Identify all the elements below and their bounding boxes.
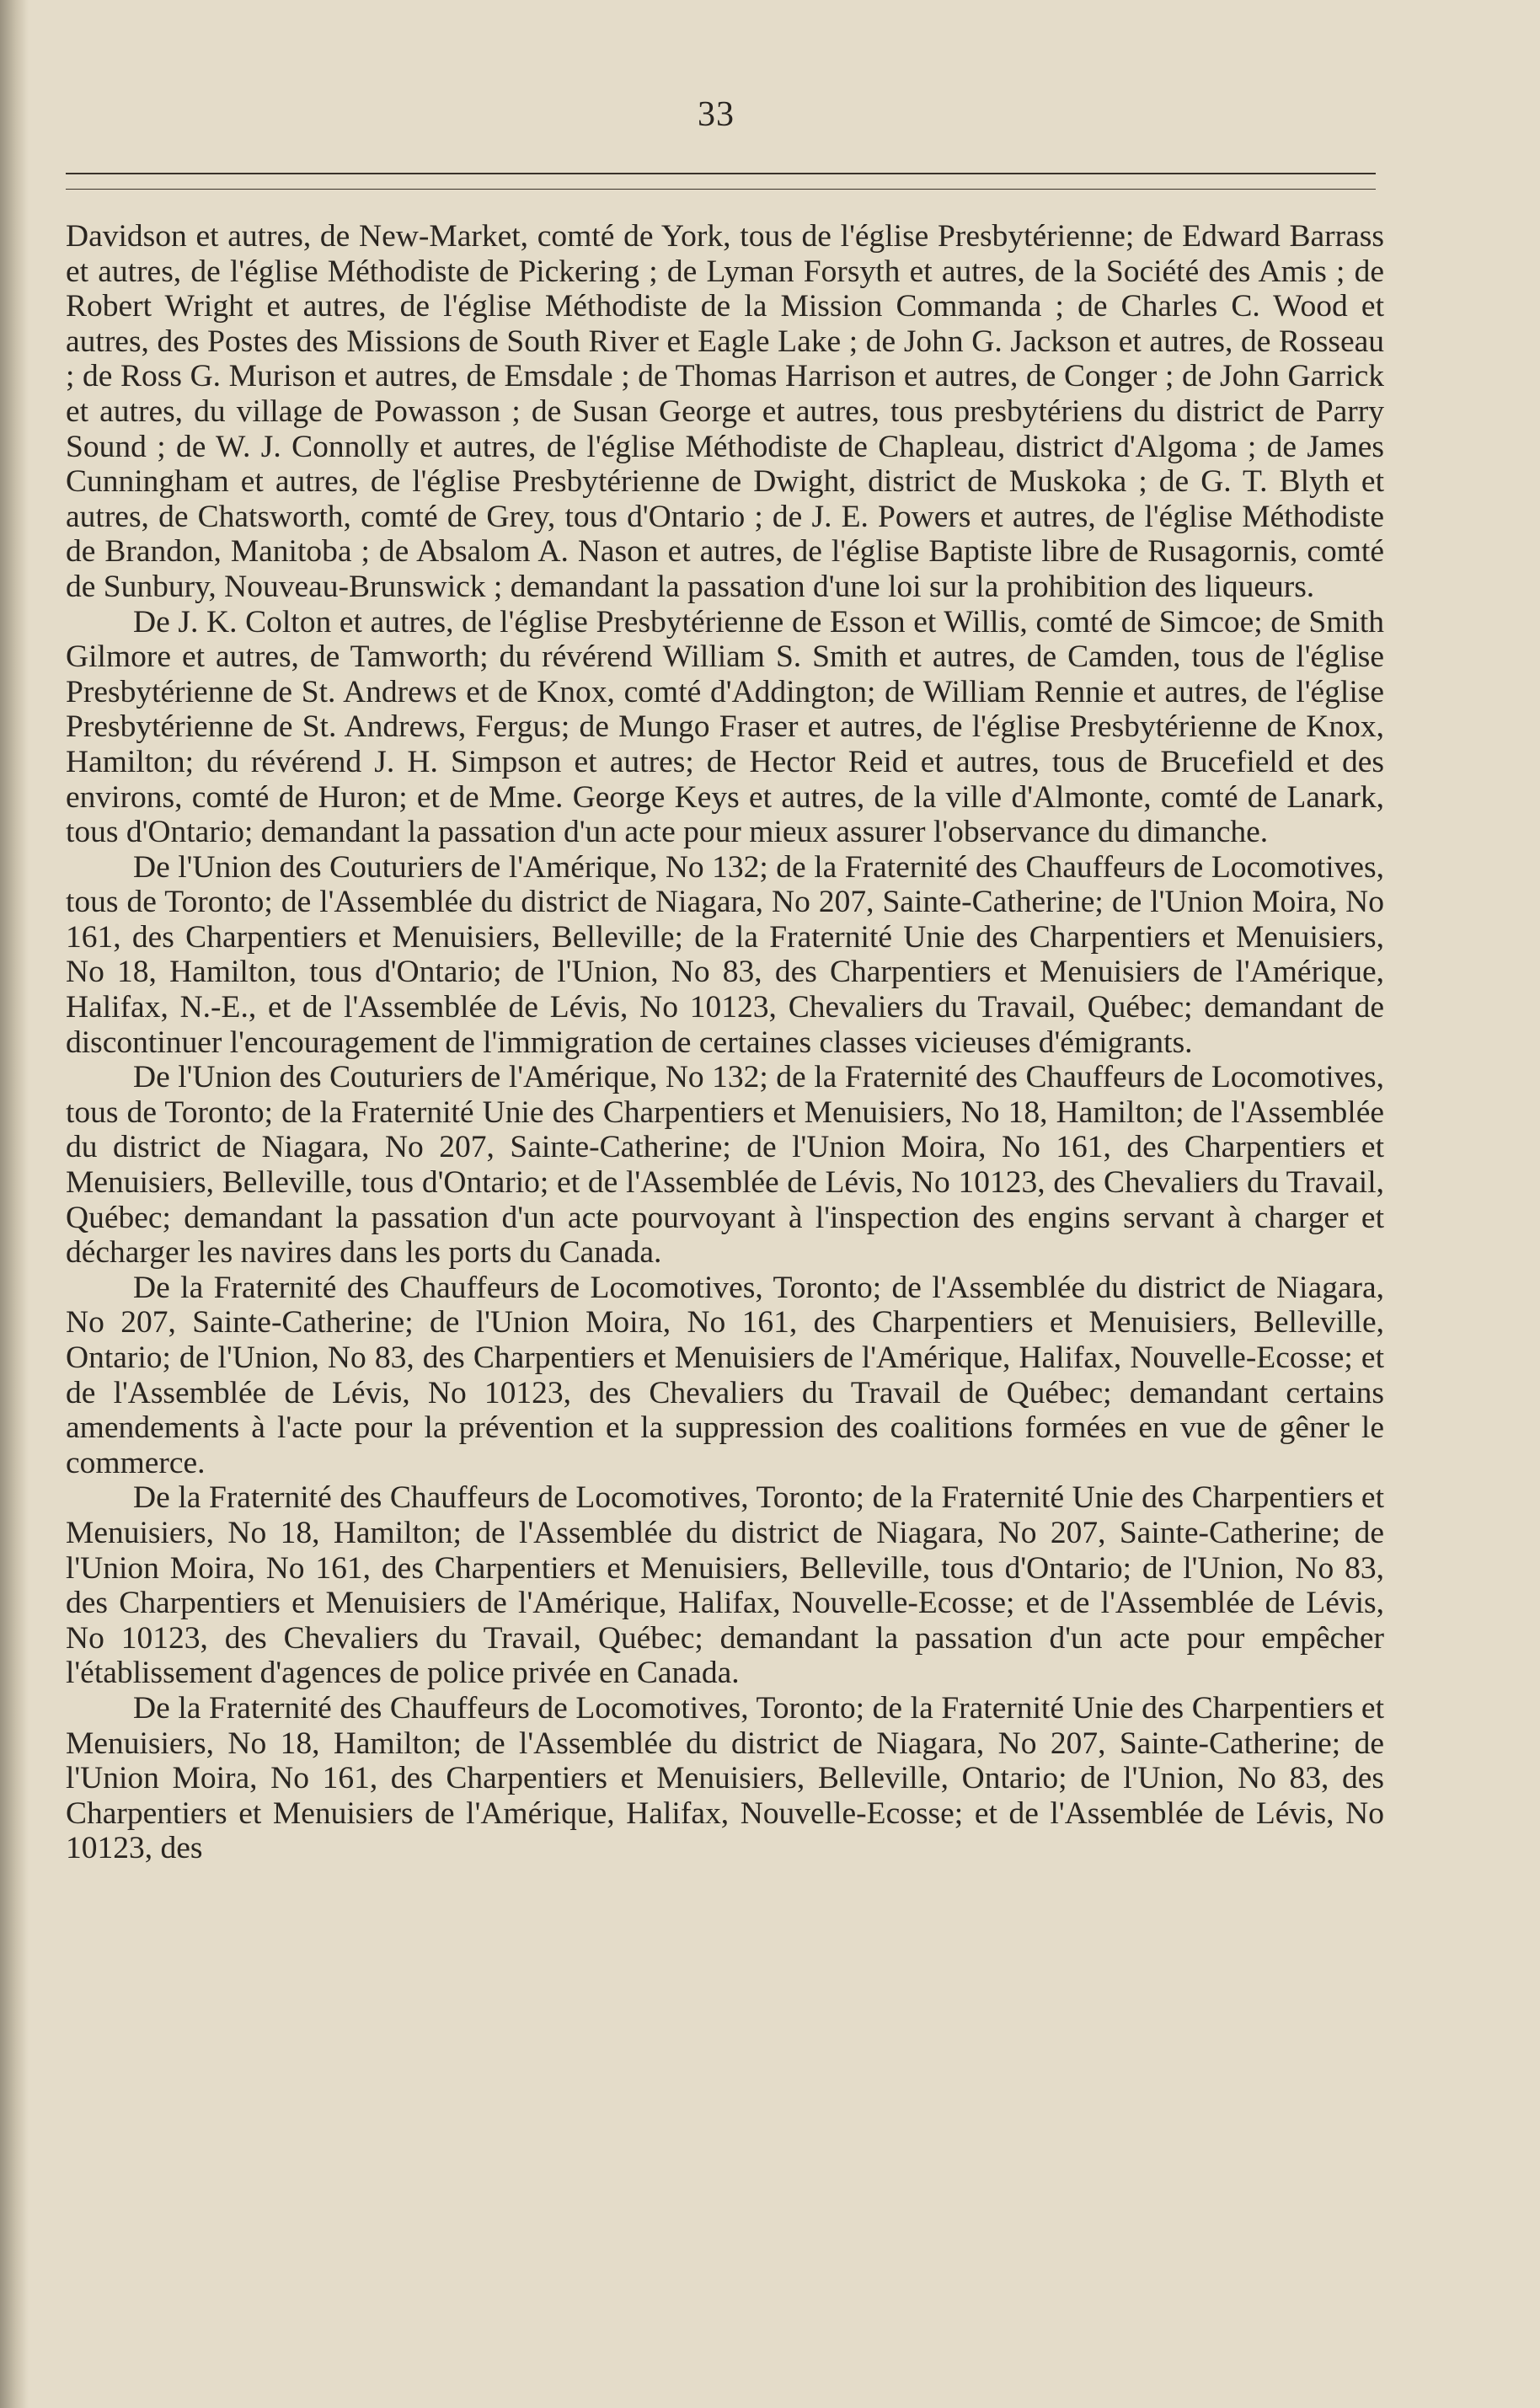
paragraph-petitions-continued: De la Fraternité des Chauffeurs de Locomotives, Toronto; de la Fraternité Unie des Charpentiers et Menuisiers, No 18, Hamilton; de l'Assemblée du district de Niagara, No 207, Sainte-Catherine; de l'Union Moira, No 161, des Charpentiers et Menuisiers, Belleville, Ontario; de l'Union, No 83, des Charpentiers et Menuisiers de l'Amérique, Halifax, Nouvelle-Ecosse; et de l'Assemblée de Lévis, No 10123, des xyxy=(66,1690,1384,1866)
paragraph-petitions-private-police: De la Fraternité des Chauffeurs de Locomotives, Toronto; de la Fraternité Unie des Charpentiers et Menuisiers, No 18, Hamilton; de l'Assemblée du district de Niagara, No 207, Sainte-Catherine; de l'Union Moira, No 161, des Charpentiers et Menuisiers, Belleville, tous d'Ontario; de l'Union, No 83, des Charpentiers et Menuisiers de l'Amérique, Halifax, Nouvelle-Ecosse; et de l'Assemblée de Lévis, No 10123, des Chevaliers du Travail, Québec; demandant la passation d'un acte pour empêcher l'établissement d'agences de police privée en Canada. xyxy=(66,1480,1384,1691)
body-text xyxy=(66,219,1384,1866)
header-rule xyxy=(66,173,1376,174)
header-rule-thin xyxy=(66,189,1376,190)
paragraph-petitions-combines-act: De la Fraternité des Chauffeurs de Locomotives, Toronto; de l'Assemblée du district de Niagara, No 207, Sainte-Catherine; de l'Union Moira, No 161, des Charpentiers et Menuisiers, Belleville, Ontario; de l'Union, No 83, des Charpentiers et Menuisiers de l'Amérique, Halifax, Nouvelle-Ecosse; et de l'Assemblée de Lévis, No 10123, des Chevaliers du Travail de Québec; demandant certains amendements à l'acte pour la prévention et la suppression des coalitions formées en vue de gêner le commerce. xyxy=(66,1270,1384,1480)
paragraph-petitions-sunday-observance: De J. K. Colton et autres, de l'église Presbytérienne de Esson et Willis, comté de Simcoe; de Smith Gilmore et autres, de Tamworth; du révérend William S. Smith et autres, de Camden, tous de l'église Presbytérienne de St. Andrews et de Knox, comté d'Addington; de William Rennie et autres, de l'église Presbytérienne de St. Andrews, Fergus; de Mungo Fraser et autres, de l'église Presbytérienne de Knox, Hamilton; du révérend J. H. Simpson et autres; de Hector Reid et autres, tous de Brucefield et des environs, comté de Huron; et de Mme. George Keys et autres, de la ville d'Almonte, comté de Lanark, tous d'Ontario; demandant la passation d'un acte pour mieux assurer l'observance du dimanche. xyxy=(66,604,1384,850)
paragraph-petitions-immigration: De l'Union des Couturiers de l'Amérique, No 132; de la Fraternité des Chauffeurs de Locomotives, tous de Toronto; de l'Assemblée du district de Niagara, No 207, Sainte-Catherine; de l'Union Moira, No 161, des Charpentiers et Menuisiers, Belleville; de la Fraternité Unie des Charpentiers et Menuisiers, No 18, Hamilton, tous d'Ontario; de l'Union, No 83, des Charpentiers et Menuisiers de l'Amérique, Halifax, N.-E., et de l'Assemblée de Lévis, No 10123, Chevaliers du Travail, Québec; demandant de discontinuer l'encouragement de l'immigration de certaines classes vicieuses d'émigrants. xyxy=(66,849,1384,1060)
page-edge-shadow xyxy=(0,0,29,2408)
page-number: 33 xyxy=(698,95,735,134)
paragraph-petitions-engine-inspection: De l'Union des Couturiers de l'Amérique, No 132; de la Fraternité des Chauffeurs de Locomotives, tous de Toronto; de la Fraternité Unie des Charpentiers et Menuisiers, No 18, Hamilton; de l'Assemblée du district de Niagara, No 207, Sainte-Catherine; de l'Union Moira, No 161, des Charpentiers et Menuisiers, Belleville, tous d'Ontario; et de l'Assemblée de Lévis, No 10123, des Chevaliers du Travail, Québec; demandant la passation d'un acte pourvoyant à l'inspection des engins servant à charger et décharger les navires dans les ports du Canada. xyxy=(66,1060,1384,1271)
paragraph-petitions-prohibition: Davidson et autres, de New-Market, comté de York, tous de l'église Presbytérienne; de Edward Barrass et autres, de l'église Méthodiste de Pickering ; de Lyman Forsyth et autres, de la Société des Amis ; de Robert Wright et autres, de l'église Méthodiste de la Mission Commanda ; de Charles C. Wood et autres, des Postes des Missions de South River et Eagle Lake ; de John G. Jackson et autres, de Rosseau ; de Ross G. Murison et autres, de Emsdale ; de Thomas Harrison et autres, de Conger ; de John Garrick et autres, du village de Powasson ; de Susan George et autres, tous presbytériens du district de Parry Sound ; de W. J. Connolly et autres, de l'église Méthodiste de Chapleau, district d'Algoma ; de James Cunningham et autres, de l'église Presbytérienne de Dwight, district de Muskoka ; de G. T. Blyth et autres, de Chatsworth, comté de Grey, tous d'Ontario ; de J. E. Powers et autres, de l'église Méthodiste de Brandon, Manitoba ; de Absalom A. Nason et autres, de l'église Baptiste libre de Rusagornis, comté de Sunbury, Nouveau-Brunswick ; demandant la passation d'une loi sur la prohibition des liqueurs. xyxy=(66,219,1384,604)
